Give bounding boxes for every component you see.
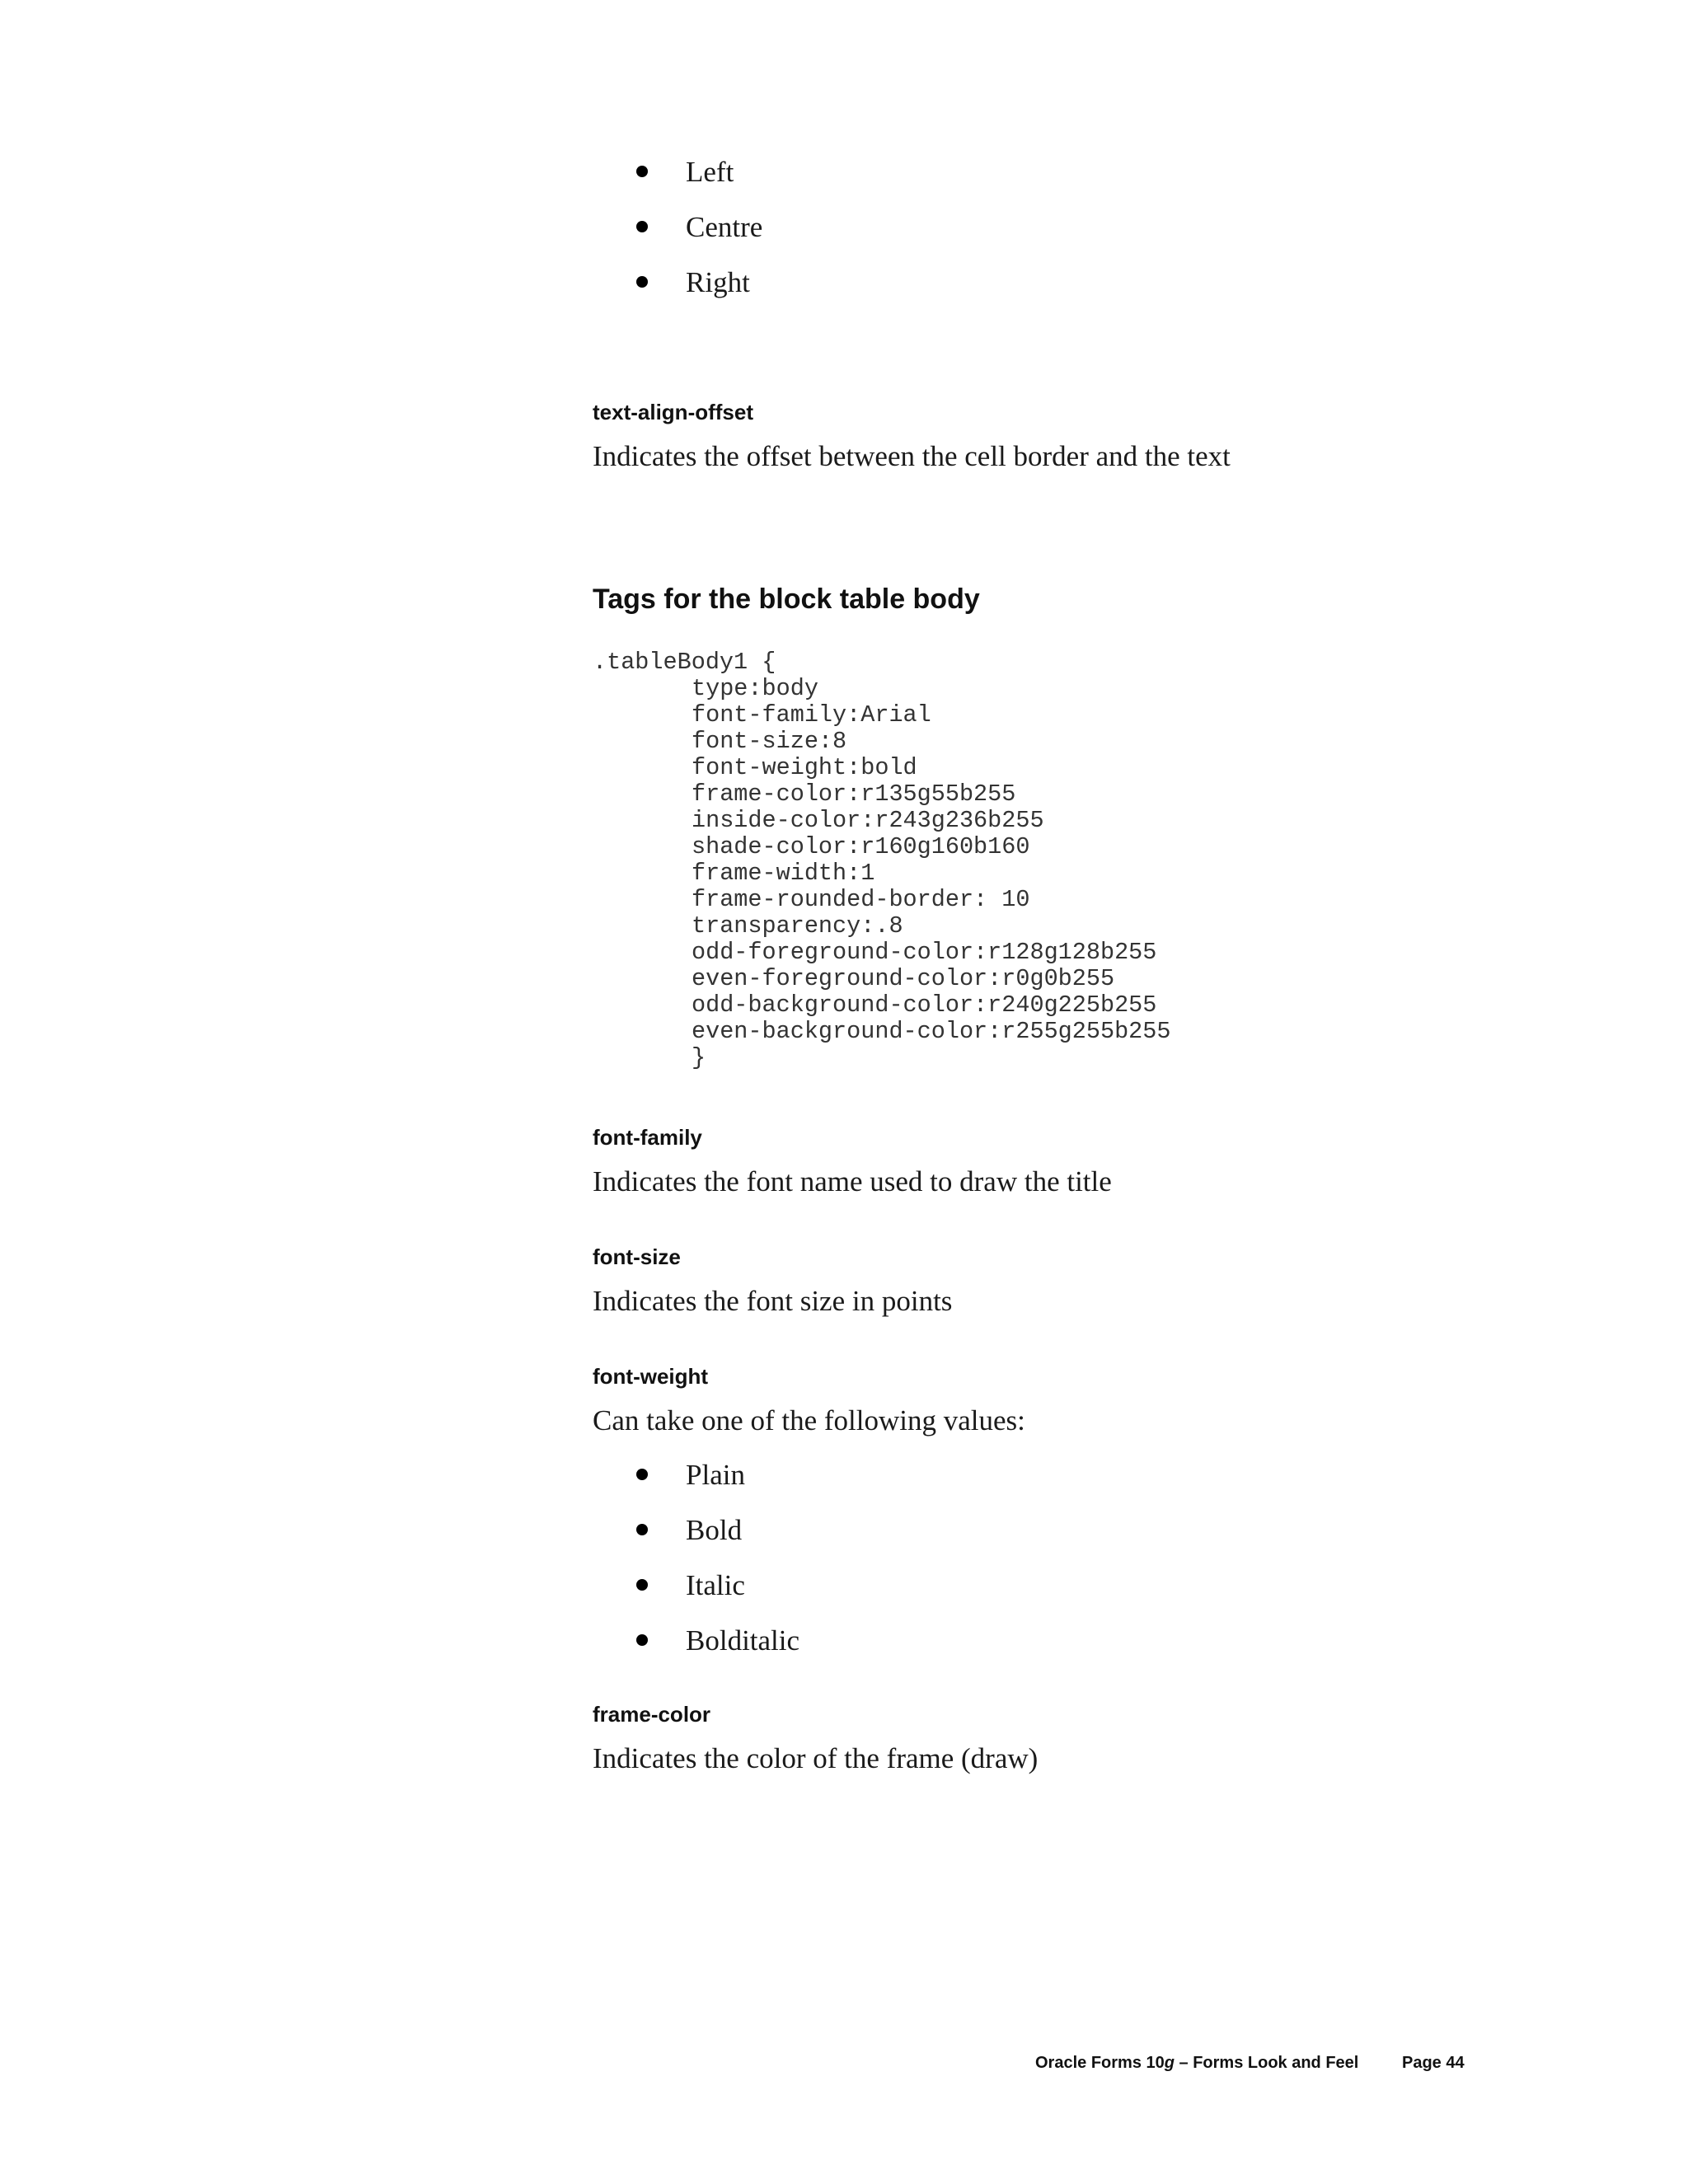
code-block [593,649,1171,1071]
list-item [635,1568,799,1624]
list-item-label: Left [686,156,734,188]
bullet-icon [636,1524,648,1535]
code-line: odd-background-color:r240g225b255 [692,991,1157,1019]
code-line: font-weight:bold [692,754,917,781]
code-line: font-family:Arial [692,701,931,729]
footer-title-italic: g [1164,2054,1175,2072]
footer-title-suffix: – Forms Look and Feel [1174,2054,1359,2072]
term-heading-font-weight: font-weight [593,1364,709,1389]
term-heading-font-size: font-size [593,1244,681,1269]
code-line: even-foreground-color:r0g0b255 [692,965,1115,992]
bullet-icon [636,1634,648,1646]
footer-title-prefix: Oracle Forms 10 [1035,2054,1165,2072]
code-line: frame-width:1 [692,860,875,887]
term-heading-frame-color: frame-color [593,1702,711,1727]
bullet-icon [636,166,648,177]
list-item [635,210,762,265]
term-description-frame-color: Indicates the color of the frame (draw) [593,1742,1039,1774]
list-item [635,155,762,210]
term-description-font-weight: Can take one of the following values: [593,1404,1025,1436]
code-line: transparency:.8 [692,912,903,940]
list-item-label: Italic [686,1569,745,1601]
code-line: type:body [692,675,818,702]
code-line: .tableBody1 { [593,649,776,676]
list-item-label: Right [686,266,750,298]
term-heading-font-family: font-family [593,1125,702,1150]
list-item [635,1624,799,1679]
bullet-icon [636,276,648,288]
align-options-list [635,155,762,321]
list-item [635,1513,799,1568]
font-weight-values-list [635,1458,799,1679]
list-item-label: Bolditalic [686,1624,800,1657]
term-description-text-align-offset: Indicates the offset between the cell border and the text [593,440,1231,472]
bullet-icon [636,1469,648,1480]
code-line: odd-foreground-color:r128g128b255 [692,939,1157,966]
code-line: frame-color:r135g55b255 [692,780,1016,808]
list-item [635,1458,799,1513]
list-item-label: Bold [686,1514,743,1546]
list-item-label: Plain [686,1459,745,1491]
code-line: inside-color:r243g236b255 [692,807,1044,834]
bullet-icon [636,221,648,232]
section-title: Tags for the block table body [593,583,980,615]
list-item-label: Centre [686,211,763,243]
term-description-font-size: Indicates the font size in points [593,1285,953,1317]
code-line: frame-rounded-border: 10 [692,886,1030,913]
code-line: font-size:8 [692,728,847,755]
code-line: shade-color:r160g160b160 [692,833,1030,860]
footer-page-number: Page 44 [1402,2054,1465,2072]
footer-document-title [1035,2052,1358,2074]
term-heading-text-align-offset: text-align-offset [593,400,753,424]
term-description-font-family: Indicates the font name used to draw the title [593,1165,1112,1197]
code-line: even-background-color:r255g255b255 [692,1018,1171,1045]
code-line: } [692,1044,706,1071]
bullet-icon [636,1579,648,1591]
list-item [635,265,762,321]
